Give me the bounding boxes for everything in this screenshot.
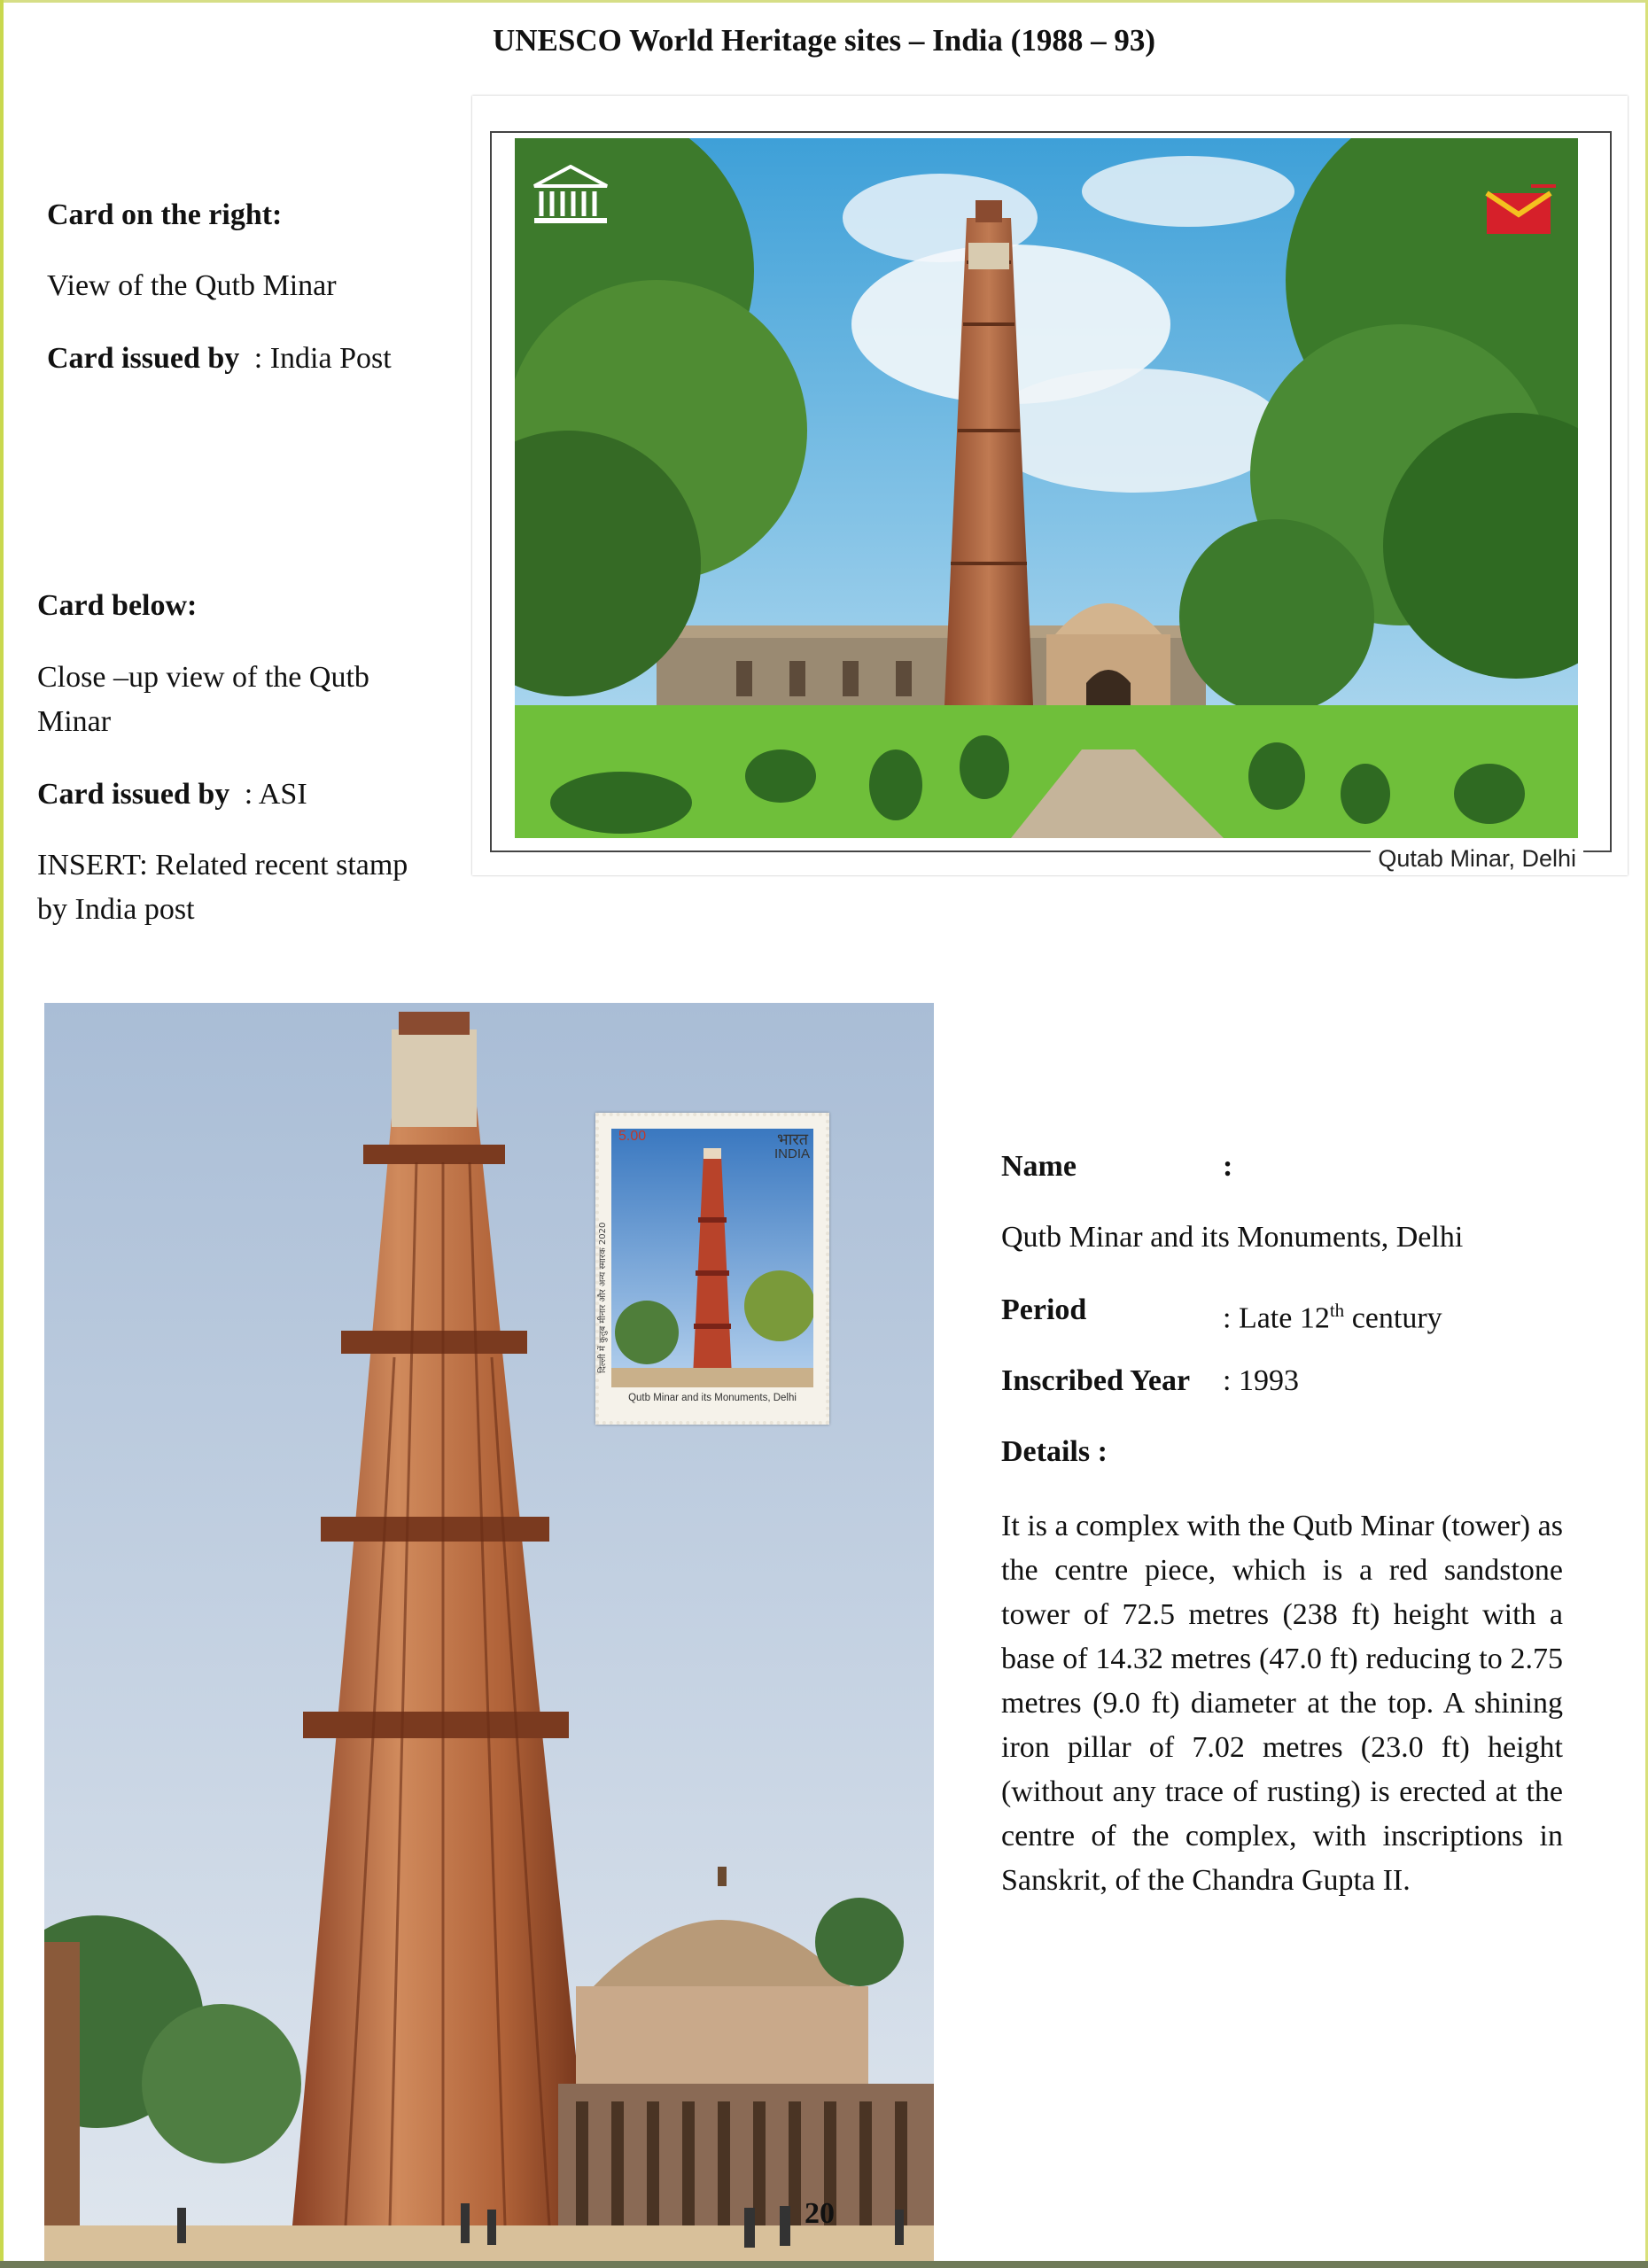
insert-note-line2: by India post <box>37 893 195 926</box>
card-below-heading: Card below: <box>37 589 198 622</box>
stamp-country-hindi: भारत <box>777 1130 808 1149</box>
stamp-country: INDIA <box>773 1146 810 1161</box>
stamp-year: 2020 <box>598 1222 608 1246</box>
name-label: Name <box>1001 1150 1077 1183</box>
card-right-description: View of the Qutb Minar <box>47 269 337 302</box>
postcard-caption: Qutab Minar, Delhi <box>1371 845 1583 873</box>
card-below-description-line2: Minar <box>37 705 112 738</box>
period-value-pre: : Late 12 <box>1223 1301 1330 1335</box>
name-value: Qutb Minar and its Monuments, Delhi <box>1001 1221 1464 1254</box>
card-below-issued-label: Card issued by <box>37 778 230 811</box>
card-below-issued <box>37 773 307 817</box>
postcard-photo <box>515 138 1578 838</box>
period-value <box>1223 1288 1442 1340</box>
card-right-heading: Card on the right: <box>47 198 283 231</box>
postcard-qutb-minar-view <box>472 96 1628 875</box>
page-number: 20 <box>805 2197 835 2230</box>
name-separator: : <box>1223 1150 1233 1183</box>
unesco-logo-icon <box>532 165 609 227</box>
india-post-stamp <box>595 1113 829 1425</box>
india-post-logo-icon <box>1478 183 1558 237</box>
stamp-value: 5.00 <box>618 1129 647 1144</box>
card-right-issued-label: Card issued by <box>47 342 240 375</box>
details-text: It is a complex with the Qutb Minar (tower) as the centre piece, which is a red sandstone tower of 72.5 metres (238 ft) height with a base of 14.32 metres (47.0 ft) reducing to 2.75 metres (9.0 ft) diameter at the top. A shining iron pillar of 7.02 metres (23.0 ft) height (without any trace of rusting) is erected at the centre of the complex, with inscriptions in Sanskrit, of the Chandra Gupta II. <box>1001 1510 1563 1897</box>
stamp-caption: Qutb Minar and its Monuments, Delhi <box>628 1393 797 1403</box>
card-right-issued <box>47 337 392 381</box>
stamp-side-hindi: दिल्ली में कुतुब मीनार और अन्य स्मारक <box>598 1247 608 1373</box>
period-label: Period <box>1001 1293 1087 1326</box>
stamp-side-text <box>597 1196 615 1373</box>
page-edge-bottom <box>0 2261 1648 2268</box>
card-right-issued-value: : India Post <box>253 342 392 375</box>
page-edge-left <box>0 0 4 2268</box>
period-value-sup: th <box>1329 1300 1345 1321</box>
qutb-minar-landscape-image <box>515 138 1578 838</box>
card-below-description-line1: Close –up view of the Qutb <box>37 661 369 694</box>
inscribed-year-value: : 1993 <box>1223 1364 1299 1397</box>
card-below-issued-value: : ASI <box>244 778 307 811</box>
page-edge-top <box>0 0 1648 3</box>
page-title: UNESCO World Heritage sites – India (1988 – 93) <box>493 23 1155 58</box>
insert-note-line1: INSERT: Related recent stamp <box>37 849 408 882</box>
inscribed-year-label: Inscribed Year <box>1001 1364 1191 1397</box>
stamp-artwork <box>611 1129 813 1387</box>
period-value-post: century <box>1344 1301 1442 1335</box>
details-label: Details : <box>1001 1435 1108 1468</box>
